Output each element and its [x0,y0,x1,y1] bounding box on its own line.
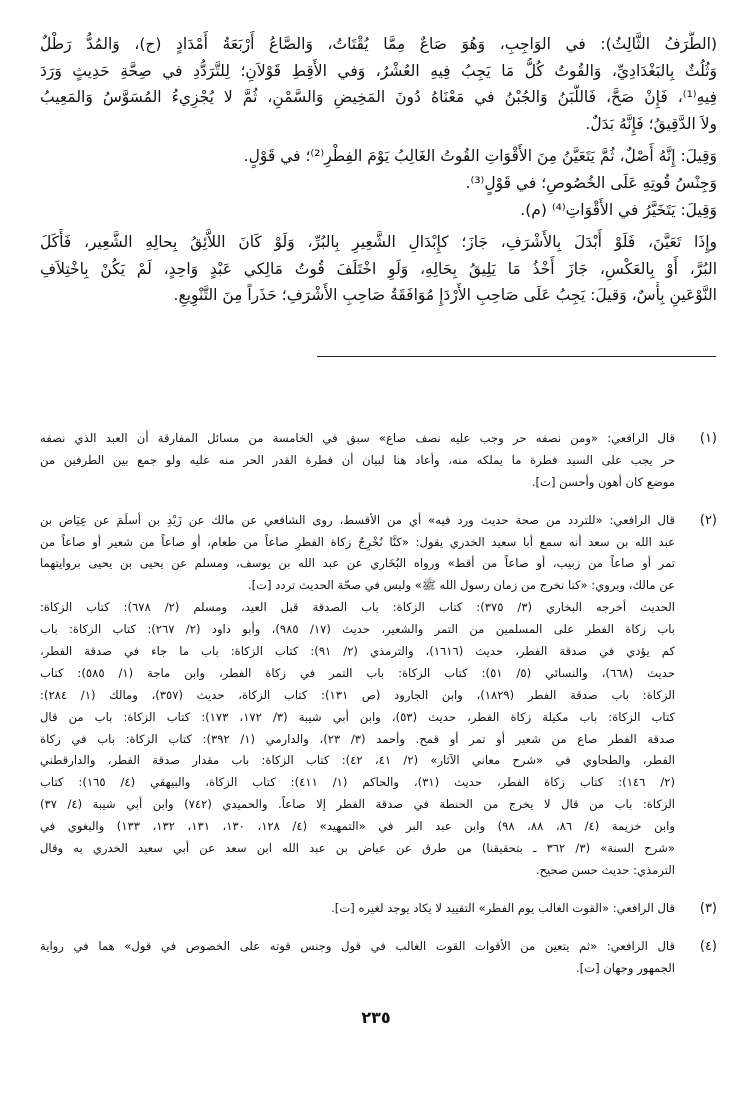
footnote-line: حر يجب على السيد فطرة ما يملكه منه، وأعاد هنا لبيان أن فطرة القدر الحر منه عليه ولو جمع بين الطرفين من [40,452,675,467]
footnote [40,510,717,882]
footnote-line: صدقة الفطر صاع من شعير أو تمر أو قمح. وأحمد (٣/ ٢٣)، والدارمي (١/ ٣٩٢): كتاب الزكاة: باب في زكاة [40,731,675,746]
footnote-line: الحديث أخرجه البخاري (٣/ ٣٧٥): كتاب الزكاة: باب الصدقة قبل العيد، ومسلم (٢/ ٦٧٨): كتاب الزكاة: [40,600,675,615]
footnote-line: الترمذي: حديث حسن صحيح. [535,862,675,877]
footnote-line: قال الرافعي: «ومن نصفه حر وجب عليه نصف صاع» سبق في الخامسة من مسائل المفارقة أن العبد الذي نصفه [40,431,675,445]
footnote-divider [317,356,716,357]
main-text-line: وَقِيلَ: إِنَّهُ أَصْلٌ، ثُمَّ يَتَعَيَّنُ مِنَ الأَقْوَاتِ القُوتُ الغَالِبُ يَوْمَ الفِطْرِ⁽²⁾؛ في قَوْلٍ. [243,147,717,166]
main-text-line: (الطَّرَفُ الثَّالِثُ): في الوَاجِبِ، وَهُوَ صَاعٌ مِمَّا يُقْتَاتُ، وَالصَّاعُ أَرْبَعَةُ أَمْدَادٍ (ح)، وَالمُدُّ رَطْلٌ [40,35,717,53]
footnote-number: (٢) [699,512,717,528]
footnotes [40,428,717,996]
footnote-line: باب زكاة الفطر على المسلمين من التمر والشعير، حديث (١٧/ ٩٨٥)، وأبو داود (٢/ ٢٦٧): كتاب الزكاة: باب [40,622,675,637]
footnote-number: (٤) [699,938,717,954]
main-text-line: وَقِيلَ: يَتَخَيَّرُ في الأَقْوَاتِ⁽⁴⁾ (م). [520,200,717,219]
page-number: ٢٣٥ [361,1008,391,1027]
footnote-line: كتاب الزكاة: باب مكيلة زكاة الفطر، حديث (٥٣)، وابن أبي شيبة (٣/ ١٧٢، ١٧٣): كتاب الزكاة: باب من قال [40,709,675,724]
footnote-body [40,936,675,980]
footnote-line: تمر أو صاعاً من زبيب، أو صاعاً من أقط» ورواه البُخَاري عن عبد الله بن يوسف، ومسلم عن يحيى بن يحيى بروايتهما [40,556,675,571]
footnote-number: (١) [699,431,717,446]
footnote-line: الجمهور وجهان [ت]. [575,960,675,975]
footnote-line: الزكاة: باب من قال لا يخرج من الحنطة في صدقة الفطر إلا صاعاً. والحميدي (٧٤٢) وابن أبي شيبة (٤/ ٣٧) [40,797,675,812]
main-text-line: وَثُلُثٌ بِالبَغْدَادِيِّ، وَالقُوتُ كُلُّ مَا يَجِبُ فِيهِ العُشْرُ، وَفي الأَقِطِ قَوْلاَنِ؛ لِلتَّرَدُّدِ في صِحَّةِ حَدِيثٍ وَرَدَ [40,61,717,80]
footnote-line: (٢/ ١٤٦): كتاب زكاة الفطر، حديث (٣١)، والحاكم (١/ ٤١١): كتاب الزكاة، والبيهقي (٤/ ١٦٥): كتاب [40,775,675,790]
footnote-line: قال الرافعي: «القوت الغالب يوم الفطر» التقييد لا يكاد يوجد لغيره [ت]. [331,900,675,915]
footnote-line: كم يؤدي في صدقة الفطر، حديث (١٦١٦)، والترمذي (٢/ ٩١): كتاب الزكاة: باب ما جاء في صدقة الفطر، [40,644,675,659]
footnote-line: قال الرافعي: «ثم يتعين من الأقوات القوت الغالب في قول وجنس قوته على الخصوص في قول» هما في رواية [40,938,675,953]
footnote-line: الزكاة: باب صدقة الفطر (١٨٢٩)، وابن الجارود (ص ١٣١): كتاب الزكاة، حديث (٣٥٧)، ومالك (١/ ٢٨٤): [40,687,675,702]
main-text [40,31,717,309]
footnote [40,428,717,494]
main-text-line: النَّوْعَينِ بِأْسٌ، وَقيلَ: يَجِبُ عَلَى صَاحِبِ الأَرْدَإِ مُوَافَقَةُ صَاحِبِ الأَشْرَفِ؛ حَذَراً مِنَ التَّنْوِيعِ. [173,286,717,305]
footnote-line: قال الرافعي: «للتردد من صحة حديث ورد فيه» أي من الأقسط، روى الشافعي عن مالك عن زَيْدِ بن أسلَمَ عن عِيَاض بن [40,512,675,527]
footnote-line: موضع كان أهون وأحسن [ت]. [531,474,675,489]
footnote-line: وابن خزيمة (٤/ ٨٦، ٨٨، ٩٨) وابن عبد البر في «التمهيد» (٤/ ١٢٨، ١٣٠، ١٣١، ١٣٢، ١٣٣) والبغوي في [40,819,675,834]
main-text-line: وَجِنْسُ قُوتِهِ عَلَى الخُصُوصِ؛ في قَوْلٍ⁽³⁾. [465,173,717,192]
main-text-line: فِيهِ⁽¹⁾، فَإِنْ صَحَّ، فَاللَّبَنُ وَالجُبْنُ في مَعْنَاهُ دُونَ المَخِيضِ وَالسَّمْنِ، ثُمَّ لا يُجْزِيءُ المُسَوَّسُ وَالمَعِيبُ [40,88,717,107]
footnote-line: عبد الله بن سعد أنه سمع أبا سعيد الخدري يقول: «كنَّا نُخْرِجُ زكاة الفطرِ صاعاً من طعام، أو صاعاً من شعير أو صاعاً من [40,534,675,549]
footnote-number: (٣) [699,900,717,916]
footnote [40,936,717,980]
main-text-line: ولاَ الدَّقِيقُ؛ فَإِنَّهُ بَدَلٌ. [585,114,717,133]
footnote-line: حديث (٦٦٨)، والنسائي (٥/ ٥١): كتاب الزكاة: باب التمر في زكاة الفطر، وابن ماجة (١/ ٥٨٥): كتاب [40,665,675,680]
main-text-line: البُرَّ، أَوْ بِالعَكْسِ، جَازَ أَخْذُ مَا يَلِيقُ بِحَالِهِ، وَلَوِ اخْتَلَفَ قُوتُ مَالِكي عَبْدٍ وَاحِدٍ، لَمْ يَكُنْ بِاخْتِلاَفِ [40,259,717,278]
footnote-body [40,428,675,494]
footnote-line: عن مالك، ويروي: «كنا نخرج من زمان رسول الله ﷺ» وليس في صحّة الحديث تردد [ت]. [247,578,675,593]
footnote [40,898,717,920]
main-text-line: وإِذَا تَعَيَّنَ، فَلَوْ أَبْدَلَ بِالأَشْرَفِ، جَازَ؛ كإِبْدَالِ الشَّعِيرِ بِالبُرِّ، وَلَوْ كَانَ اللاَّئِقُ بِحالِهِ الشَّعِير، فَأَكَلَ [40,233,717,252]
footnote-body [40,510,675,882]
footnote-line: الفطر، والطحاوي في «شرح معاني الآثار» (٢/ ٤١، ٤٢): كتاب الزكاة: باب مقدار صدقة الفطر، والدارقطني [40,753,675,768]
footnote-line: «شرح السنة» (٣/ ٣٦٢ ـ بتحقيقنا) من طرق عن عياض بن عبد الله ابن سعد عن أبي سعيد الخدري به وقال [40,841,675,856]
footnote-body [40,898,675,920]
